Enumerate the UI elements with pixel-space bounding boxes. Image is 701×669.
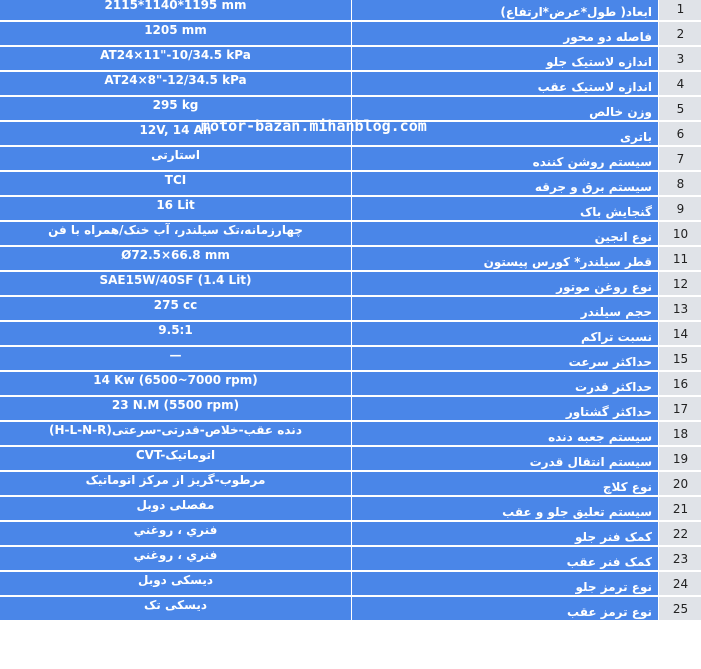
spec-value: 295 kg bbox=[152, 98, 199, 112]
spec-row bbox=[0, 197, 701, 222]
spec-value: CVT-اتوماتیک bbox=[135, 448, 216, 462]
spec-value-cell bbox=[0, 422, 352, 447]
spec-label-cell bbox=[352, 97, 659, 122]
watermark-text: motor-bazan.mihanblog.com bbox=[201, 117, 427, 135]
spec-value: AT24×11"-10/34.5 kPa bbox=[100, 48, 251, 62]
spec-row bbox=[0, 472, 701, 497]
spec-value-cell bbox=[0, 172, 352, 197]
spec-value: چهارزمانه،تک سیلندر، آب خنک/همراه با فن bbox=[48, 223, 303, 237]
spec-value-cell bbox=[0, 447, 352, 472]
spec-value-cell bbox=[0, 147, 352, 172]
spec-value: 275 cc bbox=[153, 298, 198, 312]
row-number: 25 bbox=[659, 597, 701, 622]
spec-row bbox=[0, 97, 701, 122]
spec-value-cell bbox=[0, 122, 352, 147]
spec-row bbox=[0, 22, 701, 47]
row-number: 15 bbox=[659, 347, 701, 372]
spec-value: Ø72.5×66.8 mm bbox=[121, 248, 230, 262]
spec-row bbox=[0, 547, 701, 572]
spec-value-cell bbox=[0, 347, 352, 372]
row-number: 14 bbox=[659, 322, 701, 347]
row-number: 8 bbox=[659, 172, 701, 197]
spec-label-cell bbox=[352, 397, 659, 422]
spec-row bbox=[0, 172, 701, 197]
spec-row bbox=[0, 247, 701, 272]
spec-value: فنري ، روغني bbox=[133, 523, 218, 537]
spec-label: ابعاد( طول*عرض*ارتفاع) bbox=[500, 5, 652, 19]
spec-value: TCI bbox=[164, 173, 187, 187]
spec-label: اندازه لاستیک عقب bbox=[537, 80, 652, 94]
spec-row bbox=[0, 597, 701, 622]
spec-value: استارتی bbox=[151, 148, 200, 162]
spec-label-cell bbox=[352, 447, 659, 472]
spec-row bbox=[0, 372, 701, 397]
spec-label-cell bbox=[352, 0, 659, 22]
spec-label-cell bbox=[352, 172, 659, 197]
spec-row bbox=[0, 347, 701, 372]
row-number: 4 bbox=[659, 72, 701, 97]
spec-value-cell bbox=[0, 0, 352, 22]
spec-label-cell bbox=[352, 297, 659, 322]
spec-label-cell bbox=[352, 222, 659, 247]
spec-value-cell bbox=[0, 397, 352, 422]
spec-row bbox=[0, 572, 701, 597]
spec-value-cell bbox=[0, 522, 352, 547]
spec-label-cell bbox=[352, 22, 659, 47]
spec-label: سیستم جعبه دنده bbox=[548, 430, 652, 444]
spec-value: — bbox=[169, 348, 182, 362]
row-number: 1 bbox=[659, 0, 701, 22]
spec-row bbox=[0, 397, 701, 422]
spec-value: 16 Lit bbox=[156, 198, 195, 212]
row-number: 12 bbox=[659, 272, 701, 297]
spec-label: باتری bbox=[620, 130, 652, 144]
spec-label: حجم سیلندر bbox=[580, 305, 652, 319]
spec-value-cell bbox=[0, 22, 352, 47]
spec-value: 23 N.M (5500 rpm) bbox=[111, 398, 240, 412]
spec-row bbox=[0, 447, 701, 472]
spec-label-cell bbox=[352, 147, 659, 172]
spec-value: 1205 mm bbox=[144, 23, 207, 37]
spec-row bbox=[0, 422, 701, 447]
spec-value-cell bbox=[0, 372, 352, 397]
spec-label: نوع ترمز جلو bbox=[575, 580, 652, 594]
spec-value: SAE15W/40SF (1.4 Lit) bbox=[99, 273, 252, 287]
spec-value-cell bbox=[0, 572, 352, 597]
spec-value-cell bbox=[0, 497, 352, 522]
spec-label-cell bbox=[352, 497, 659, 522]
spec-value-cell bbox=[0, 297, 352, 322]
row-number: 23 bbox=[659, 547, 701, 572]
spec-label-cell bbox=[352, 547, 659, 572]
spec-label: نوع روغن موتور bbox=[556, 280, 652, 294]
spec-label-cell bbox=[352, 422, 659, 447]
spec-label: حداکثر قدرت bbox=[575, 380, 652, 394]
spec-value: (H-L-N-R)دنده عقب-خلاص-قدرتی-سرعتی bbox=[49, 423, 302, 437]
spec-label-cell bbox=[352, 472, 659, 497]
spec-row bbox=[0, 147, 701, 172]
spec-value-cell bbox=[0, 97, 352, 122]
row-number: 22 bbox=[659, 522, 701, 547]
row-number: 6 bbox=[659, 122, 701, 147]
spec-label: نوع انجین bbox=[594, 230, 652, 244]
spec-label: کمک فنر جلو bbox=[575, 530, 652, 544]
spec-value: فنري ، روغني bbox=[133, 548, 218, 562]
row-number: 17 bbox=[659, 397, 701, 422]
spec-label-cell bbox=[352, 272, 659, 297]
spec-label: فاصله دو محور bbox=[563, 30, 652, 44]
spec-label-cell bbox=[352, 72, 659, 97]
row-number: 16 bbox=[659, 372, 701, 397]
spec-value: 12V, 14 Ah bbox=[139, 123, 212, 137]
row-number: 2 bbox=[659, 22, 701, 47]
spec-label: کمک فنر عقب bbox=[566, 555, 652, 569]
spec-value: 9.5:1 bbox=[158, 323, 193, 337]
spec-row bbox=[0, 297, 701, 322]
row-number: 9 bbox=[659, 197, 701, 222]
spec-row bbox=[0, 522, 701, 547]
row-number: 7 bbox=[659, 147, 701, 172]
spec-label-cell bbox=[352, 522, 659, 547]
spec-row bbox=[0, 272, 701, 297]
spec-row bbox=[0, 122, 701, 147]
spec-value-cell bbox=[0, 547, 352, 572]
spec-value-cell bbox=[0, 47, 352, 72]
spec-row bbox=[0, 0, 701, 22]
spec-value-cell bbox=[0, 247, 352, 272]
spec-label: نوع ترمز عقب bbox=[567, 605, 652, 619]
spec-label-cell bbox=[352, 572, 659, 597]
spec-label: گنجایش باک bbox=[580, 205, 652, 219]
spec-value-cell bbox=[0, 597, 352, 622]
spec-value: 14 Kw (6500~7000 rpm) bbox=[93, 373, 258, 387]
spec-label-cell bbox=[352, 322, 659, 347]
spec-label: اندازه لاستیک جلو bbox=[546, 55, 652, 69]
spec-label: حداکثر گشتاور bbox=[565, 405, 652, 419]
spec-label: حداکثر سرعت bbox=[568, 355, 652, 369]
row-number: 18 bbox=[659, 422, 701, 447]
row-number: 3 bbox=[659, 47, 701, 72]
spec-label-cell bbox=[352, 197, 659, 222]
row-number: 24 bbox=[659, 572, 701, 597]
spec-label: قطر سیلندر* کورس پیستون bbox=[483, 255, 652, 269]
spec-value-cell bbox=[0, 472, 352, 497]
spec-value: AT24×8"-12/34.5 kPa bbox=[104, 73, 247, 87]
spec-label-cell bbox=[352, 122, 659, 147]
spec-value-cell bbox=[0, 222, 352, 247]
spec-label: سیستم تعلیق جلو و عقب bbox=[502, 505, 652, 519]
spec-value-cell bbox=[0, 322, 352, 347]
row-number: 21 bbox=[659, 497, 701, 522]
spec-value: 2115*1140*1195 mm bbox=[104, 0, 247, 12]
spec-value: مرطوب-گریز از مرکز اتوماتیک bbox=[85, 473, 266, 487]
spec-label: سیستم انتقال قدرت bbox=[529, 455, 652, 469]
spec-label-cell bbox=[352, 347, 659, 372]
row-number: 19 bbox=[659, 447, 701, 472]
spec-label-cell bbox=[352, 247, 659, 272]
spec-row bbox=[0, 497, 701, 522]
spec-label: سیستم برق و جرقه bbox=[534, 180, 652, 194]
row-number: 10 bbox=[659, 222, 701, 247]
spec-value: مفصلی دوبل bbox=[136, 498, 215, 512]
spec-row bbox=[0, 72, 701, 97]
row-number: 13 bbox=[659, 297, 701, 322]
spec-value-cell bbox=[0, 72, 352, 97]
spec-label: سیستم روشن کننده bbox=[532, 155, 652, 169]
spec-row bbox=[0, 222, 701, 247]
spec-label: نسبت تراکم bbox=[581, 330, 652, 344]
spec-label-cell bbox=[352, 372, 659, 397]
spec-value-cell bbox=[0, 272, 352, 297]
spec-label: نوع کلاچ bbox=[602, 480, 652, 494]
row-number: 20 bbox=[659, 472, 701, 497]
spec-value-cell bbox=[0, 197, 352, 222]
spec-value: دیسکی تک bbox=[144, 598, 207, 612]
spec-row bbox=[0, 322, 701, 347]
spec-label: وزن خالص bbox=[589, 105, 652, 119]
spec-row bbox=[0, 47, 701, 72]
row-number: 11 bbox=[659, 247, 701, 272]
row-number: 5 bbox=[659, 97, 701, 122]
spec-value: دیسکی دوبل bbox=[137, 573, 213, 587]
spec-label-cell bbox=[352, 597, 659, 622]
spec-label-cell bbox=[352, 47, 659, 72]
